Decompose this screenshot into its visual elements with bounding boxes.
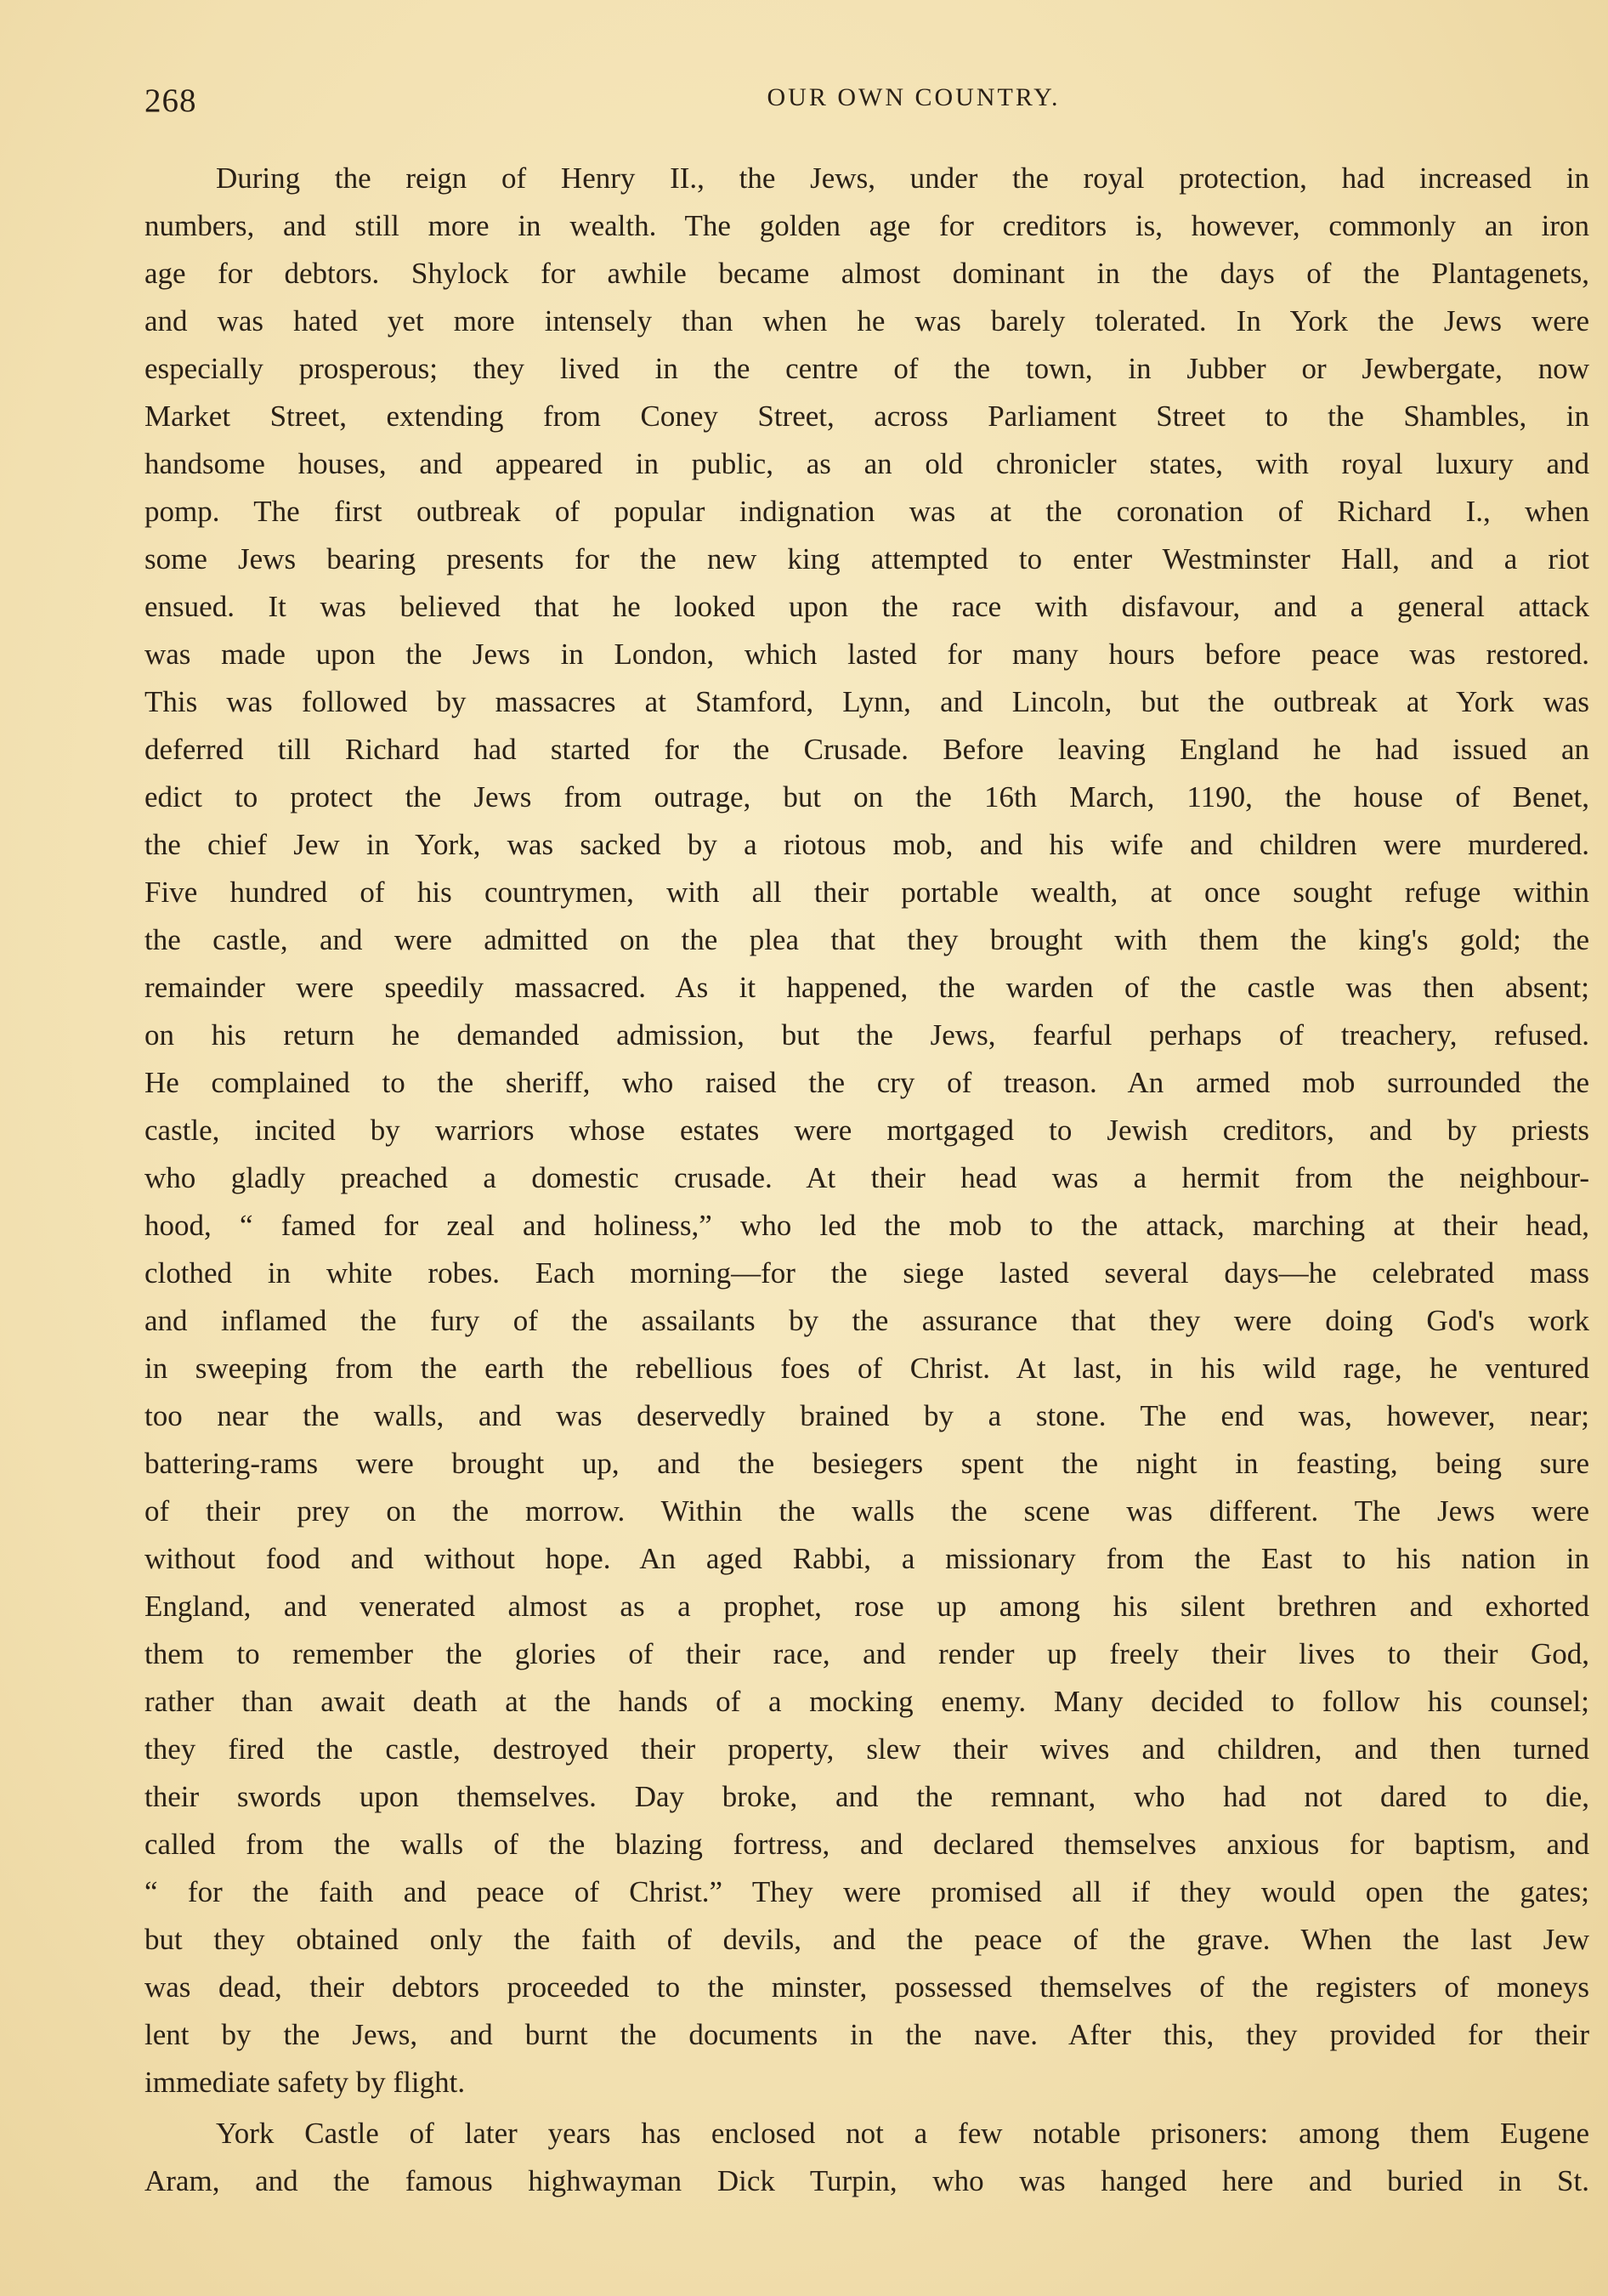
text-line: numbers, and still more in wealth. The golden age for creditors is, however, commonly an iron <box>144 209 1589 242</box>
text-line: some Jews bearing presents for the new king attempted to enter Westminster Hall, and a riot <box>144 542 1589 575</box>
text-line: edict to protect the Jews from outrage, but on the 16th March, 1190, the house of Benet, <box>144 780 1589 814</box>
text-line: “ for the faith and peace of Christ.” They were promised all if they would open the gates; <box>144 1875 1589 1908</box>
text-line: and was hated yet more intensely than when he was barely tolerated. In York the Jews were <box>144 304 1589 337</box>
text-line: called from the walls of the blazing fortress, and declared themselves anxious for baptism, and <box>144 1828 1589 1861</box>
text-line: Market Street, extending from Coney Street, across Parliament Street to the Shambles, in <box>144 400 1589 433</box>
text-line: England, and venerated almost as a prophet, rose up among his silent brethren and exhorted <box>144 1590 1589 1623</box>
running-head <box>144 75 1598 126</box>
text-line: York Castle of later years has enclosed not a few notable prisoners: among them Eugene <box>216 2117 1589 2150</box>
text-line: clothed in white robes. Each morning—for the siege lasted several days—he celebrated mass <box>144 1256 1589 1290</box>
text-line: too near the walls, and was deservedly brained by a stone. The end was, however, near; <box>144 1399 1589 1432</box>
text-line: Aram, and the famous highwayman Dick Turpin, who was hanged here and buried in St. <box>144 2164 1589 2197</box>
paragraph-1 <box>144 155 1589 2106</box>
text-line: remainder were speedily massacred. As it happened, the warden of the castle was then absent; <box>144 971 1589 1004</box>
text-line: Five hundred of his countrymen, with all their portable wealth, at once sought refuge within <box>144 876 1589 909</box>
body-text <box>144 155 1589 2205</box>
text-line: on his return he demanded admission, but the Jews, fearful perhaps of treachery, refused. <box>144 1018 1589 1052</box>
text-line: immediate safety by flight. <box>144 2066 466 2099</box>
text-line: the chief Jew in York, was sacked by a riotous mob, and his wife and children were murdered. <box>144 828 1589 861</box>
running-title: OUR OWN COUNTRY. <box>767 83 1061 111</box>
text-line: them to remember the glories of their race, and render up freely their lives to their God, <box>144 1637 1589 1670</box>
text-line: This was followed by massacres at Stamford, Lynn, and Lincoln, but the outbreak at York was <box>144 685 1589 718</box>
text-line: deferred till Richard had started for the Crusade. Before leaving England he had issued an <box>144 733 1589 766</box>
text-line: castle, incited by warriors whose estates were mortgaged to Jewish creditors, and by priests <box>144 1114 1589 1147</box>
text-line: the castle, and were admitted on the plea that they brought with them the king's gold; the <box>144 923 1589 956</box>
text-line: handsome houses, and appeared in public, as an old chronicler states, with royal luxury and <box>144 447 1589 480</box>
text-line: lent by the Jews, and burnt the documents in the nave. After this, they provided for their <box>144 2018 1589 2051</box>
text-line: but they obtained only the faith of devils, and the peace of the grave. When the last Jew <box>144 1923 1589 1956</box>
text-line: was made upon the Jews in London, which lasted for many hours before peace was restored. <box>144 638 1589 671</box>
text-line: their swords upon themselves. Day broke, and the remnant, who had not dared to die, <box>144 1780 1589 1813</box>
text-line: rather than await death at the hands of a mocking enemy. Many decided to follow his counsel; <box>144 1685 1589 1718</box>
paragraph-2 <box>144 2110 1589 2205</box>
text-line: especially prosperous; they lived in the centre of the town, in Jubber or Jewbergate, now <box>144 352 1589 385</box>
text-line: who gladly preached a domestic crusade. At their head was a hermit from the neighbour- <box>144 1161 1589 1194</box>
text-line: was dead, their debtors proceeded to the minster, possessed themselves of the registers of moneys <box>144 1970 1589 2004</box>
text-line: without food and without hope. An aged Rabbi, a missionary from the East to his nation in <box>144 1542 1589 1575</box>
text-line: age for debtors. Shylock for awhile became almost dominant in the days of the Plantagenets, <box>144 257 1589 290</box>
text-line: During the reign of Henry II., the Jews, under the royal protection, had increased in <box>216 162 1589 195</box>
text-line: in sweeping from the earth the rebellious foes of Christ. At last, in his wild rage, he ventured <box>144 1352 1589 1385</box>
page-number: 268 <box>144 82 197 119</box>
text-line: and inflamed the fury of the assailants by the assurance that they were doing God's work <box>144 1304 1589 1337</box>
text-line: of their prey on the morrow. Within the walls the scene was different. The Jews were <box>144 1494 1589 1528</box>
text-line: battering-rams were brought up, and the besiegers spent the night in feasting, being sure <box>144 1447 1589 1480</box>
text-line: they fired the castle, destroyed their property, slew their wives and children, and then turned <box>144 1732 1589 1766</box>
text-line: He complained to the sheriff, who raised the cry of treason. An armed mob surrounded the <box>144 1066 1589 1099</box>
text-line: pomp. The first outbreak of popular indignation was at the coronation of Richard I., when <box>144 495 1589 528</box>
text-line: hood, “ famed for zeal and holiness,” who led the mob to the attack, marching at their head, <box>144 1209 1589 1242</box>
text-line: ensued. It was believed that he looked upon the race with disfavour, and a general attack <box>144 590 1589 623</box>
